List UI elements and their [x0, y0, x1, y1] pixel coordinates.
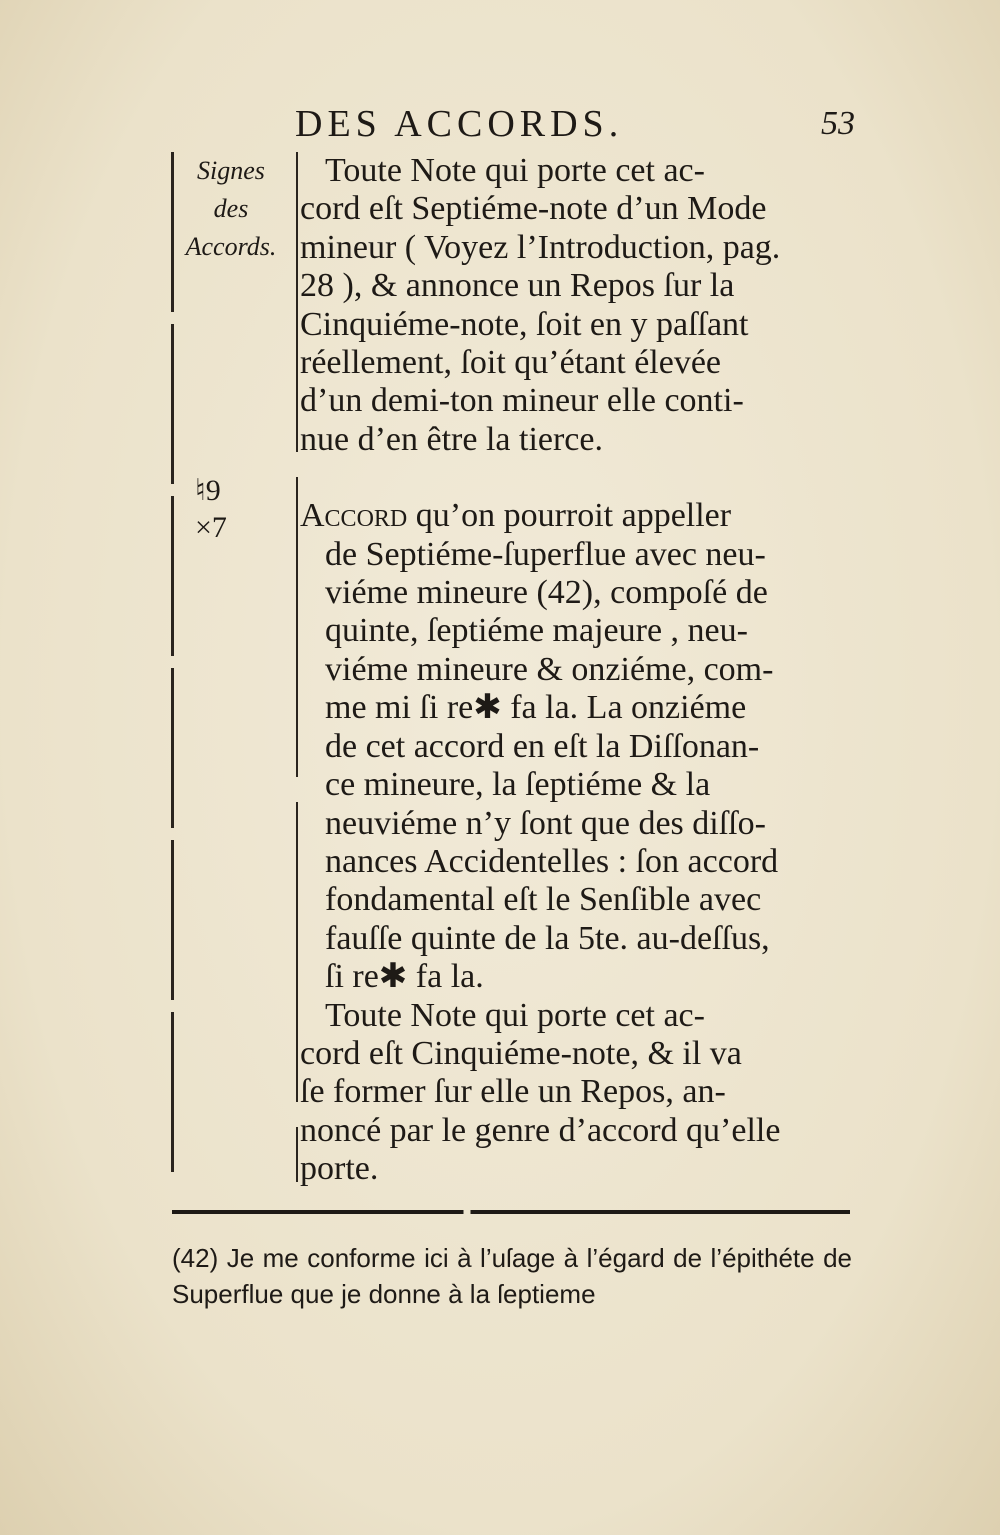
accord-lead-word: Accord	[300, 497, 408, 535]
paragraph-2-line: quinte, ſeptiéme majeure , neu-	[325, 612, 748, 650]
paragraph-3-line: porte.	[300, 1150, 379, 1188]
paragraph-2-line: neuviéme n’y ſont que des diſſo-	[325, 804, 766, 842]
paragraph-gap	[300, 459, 845, 497]
paragraph-1-line: Cinquiéme-note, ſoit en y paſſant	[300, 305, 749, 343]
paragraph-1-line: réellement, ſoit qu’étant élevée	[300, 344, 722, 382]
page-header	[295, 100, 855, 150]
paragraph-2-line: ce mineure, la ſeptiéme & la	[325, 766, 711, 804]
margin-note-line: des	[213, 194, 249, 223]
paragraph-1-line: 28 ), & annonce un Repos ſur la	[300, 267, 735, 305]
paragraph-2-line: me mi ſi re✱ fa la. La onziéme	[325, 689, 747, 727]
margin-note-line: Signes	[197, 156, 265, 185]
margin-note	[172, 152, 290, 266]
paragraph-2-line: de cet accord en eſt la Diſſonan-	[325, 727, 760, 765]
paragraph-3-line: cord eſt Cinquiéme-note, & il va	[300, 1034, 742, 1072]
paragraph-1-line: nue d’en être la tierce.	[300, 420, 603, 458]
footnote-rule	[172, 1210, 850, 1214]
paragraph-1-line: d’un demi-ton mineur elle conti-	[300, 382, 744, 420]
paragraph-3-line: ſe former ſur elle un Repos, an-	[300, 1073, 726, 1111]
page-number: 53	[821, 105, 855, 142]
paragraph-3-line: Toute Note qui porte cet ac-	[325, 996, 705, 1034]
chord-sign-natural-nine: ♮9	[195, 474, 221, 507]
paragraph-2-line: ſi re✱ fa la.	[325, 958, 484, 996]
running-head: DES ACCORDS.	[295, 103, 624, 145]
paragraph-2-line-rest: qu’on pourroit appeller	[407, 497, 732, 535]
paragraph-2-line: fondamental eſt le Senſible avec	[325, 881, 762, 919]
margin-rule	[171, 152, 174, 1182]
paragraph-2-line: fauſſe quinte de la 5te. au-deſſus,	[325, 919, 770, 957]
paragraph-3-line: noncé par le genre d’accord qu’elle	[300, 1111, 781, 1149]
paragraph-1-line: mineur ( Voyez l’Introduction, pag.	[300, 228, 781, 266]
paragraph-2-line: nances Accidentelles : ſon accord	[325, 842, 779, 880]
paragraph-2-line: viéme mineure & onziéme, com-	[325, 650, 774, 688]
paragraph-1-line: Toute Note qui porte cet ac-	[325, 152, 705, 189]
paragraph-2-line: viéme mineure (42), compoſé de	[325, 574, 768, 612]
body-text	[300, 152, 845, 1189]
chord-sign-sharp-seven: ×7	[195, 511, 227, 544]
paragraph-2-line: de Septiéme-ſuperflue avec neu-	[325, 535, 766, 573]
margin-note-line: Accords.	[185, 232, 277, 261]
footnote: (42) Je me conforme ici à l’uſage à l’égard de l’épithéte de Superflue que je donne à la ſeptieme	[172, 1243, 852, 1309]
paragraph-2-line	[300, 497, 845, 535]
paragraph-1-line: cord eſt Septiéme-note d’un Mode	[300, 190, 767, 228]
text-column-rule	[296, 152, 298, 1182]
